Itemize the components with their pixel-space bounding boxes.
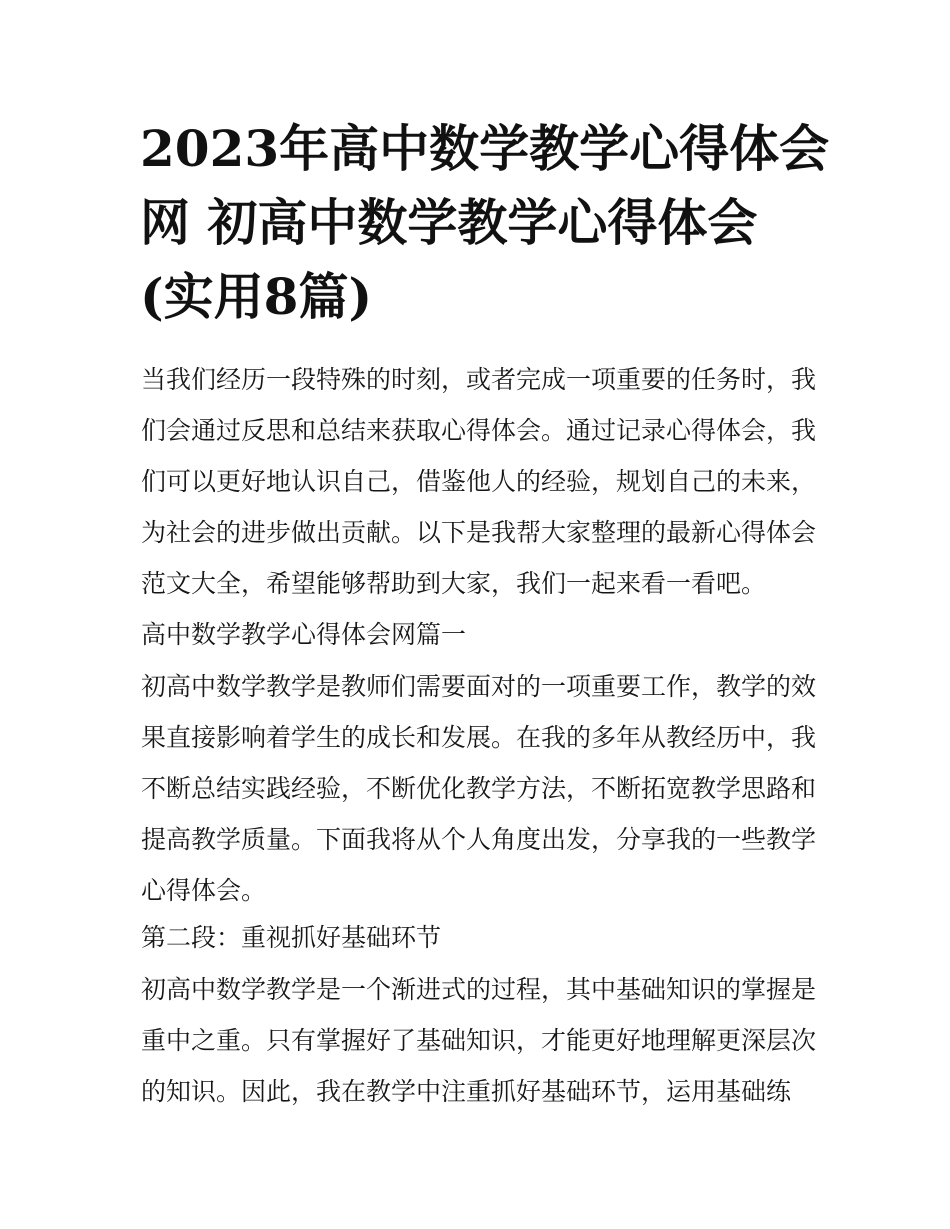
- intro-paragraph: [141, 360, 816, 615]
- intro-line-3: 们可以更好地认识自己，借鉴他人的经验，规划自己的未来，: [141, 467, 817, 496]
- intro-line-1: 当我们经历一段特殊的时刻，或者完成一项重要的任务时，我: [141, 365, 817, 394]
- section2-line-3: 的知识。因此，我在教学中注重抓好基础环节，运用基础练: [141, 1077, 792, 1106]
- section2-paragraph: [141, 970, 816, 1123]
- intro-line-5: 范文大全，希望能够帮助到大家，我们一起来看一看吧。: [141, 569, 767, 598]
- section2-line-1: 初高中数学教学是一个渐进式的过程，其中基础知识的掌握是: [141, 975, 817, 1004]
- intro-line-4: 为社会的进步做出贡献。以下是我帮大家整理的最新心得体会: [141, 518, 817, 547]
- document-title: [140, 112, 830, 334]
- section1-line-1: 初高中数学教学是教师们需要面对的一项重要工作，教学的效: [141, 672, 817, 701]
- section1-line-4: 提高教学质量。下面我将从个人角度出发，分享我的一些教学: [141, 825, 817, 854]
- title-line-1: 2023年高中数学教学心得体会: [140, 119, 830, 178]
- section1-line-3: 不断总结实践经验，不断优化教学方法，不断拓宽教学思路和: [141, 774, 817, 803]
- title-line-3: (实用8篇): [140, 267, 373, 326]
- section2-heading: 第二段：重视抓好基础环节: [141, 923, 442, 952]
- section1-heading: 高中数学教学心得体会网篇一: [141, 620, 467, 649]
- section2-line-2: 重中之重。只有掌握好了基础知识，才能更好地理解更深层次: [141, 1026, 817, 1055]
- section1-paragraph: [141, 667, 816, 922]
- section1-line-5: 心得体会。: [141, 876, 267, 905]
- section1-line-2: 果直接影响着学生的成长和发展。在我的多年从教经历中，我: [141, 723, 817, 752]
- intro-line-2: 们会通过反思和总结来获取心得体会。通过记录心得体会，我: [141, 416, 817, 445]
- title-line-2: 网 初高中数学教学心得体会: [140, 193, 758, 252]
